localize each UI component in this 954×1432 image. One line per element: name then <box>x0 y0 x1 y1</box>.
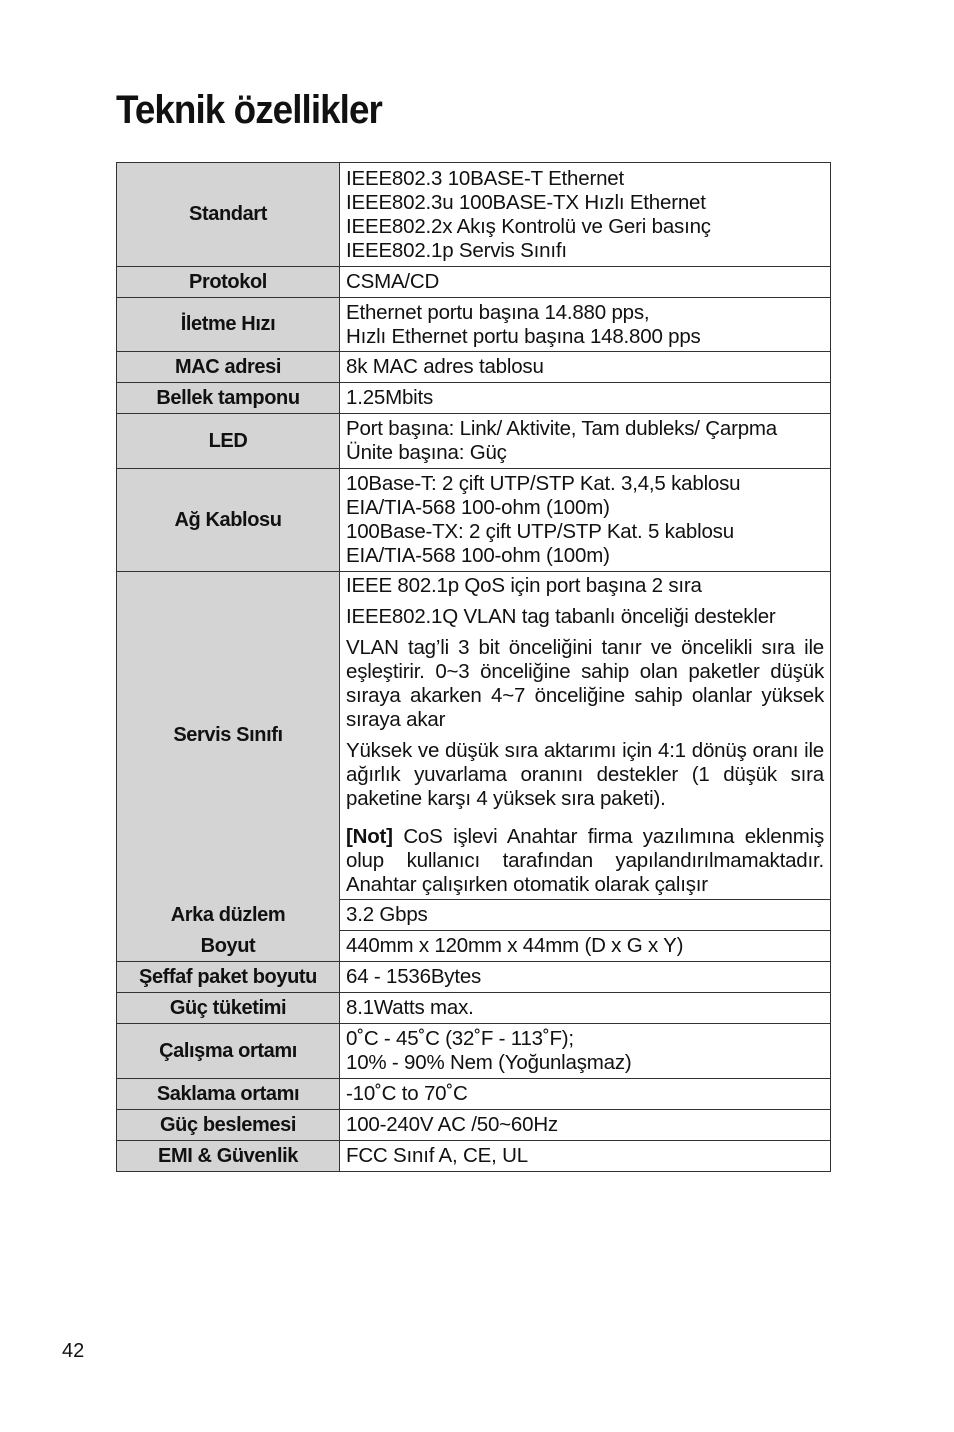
spec-label: Boyut <box>117 931 340 962</box>
spec-value-line: IEEE802.3u 100BASE-TX Hızlı Ethernet <box>346 190 706 214</box>
spec-value-line: Hızlı Ethernet portu başına 148.800 pps <box>346 324 701 348</box>
spec-label: LED <box>117 414 340 469</box>
spec-value-line: 100Base-TX: 2 çift UTP/STP Kat. 5 kablosu <box>346 520 734 543</box>
spec-label: İletme Hızı <box>117 298 340 352</box>
spec-value-line: Ünite başına: Güç <box>346 441 507 464</box>
table-row <box>117 962 831 993</box>
note-text: CoS işlevi Anahtar firma yazılımına eklenmiş olup kullanıcı tarafından yapılandırılmamaktadır. Anahtar çalışırken otomatik olarak çalışır <box>346 825 824 896</box>
spec-value <box>340 163 831 267</box>
spec-value: 1.25Mbits <box>340 383 831 414</box>
spec-label: Bellek tamponu <box>117 383 340 414</box>
spec-value-line: IEEE802.1p Servis Sınıfı <box>346 238 567 262</box>
spec-value-line: 10% - 90% Nem (Yoğunlaşmaz) <box>346 1051 632 1074</box>
spec-label: EMI & Güvenlik <box>117 1141 340 1172</box>
table-row <box>117 352 831 383</box>
spec-value <box>340 469 831 572</box>
table-row <box>117 931 831 962</box>
spec-note <box>346 825 824 897</box>
spec-value: CSMA/CD <box>340 267 831 298</box>
table-row <box>117 298 831 352</box>
table-row <box>117 383 831 414</box>
spec-value <box>340 1024 831 1079</box>
table-row <box>117 414 831 469</box>
table-row <box>117 163 831 267</box>
spec-label: Güç beslemesi <box>117 1110 340 1141</box>
table-row <box>117 1079 831 1110</box>
spec-label: Güç tüketimi <box>117 993 340 1024</box>
table-row <box>117 900 831 931</box>
table-row <box>117 572 831 900</box>
spec-value: -10˚C to 70˚C <box>340 1079 831 1110</box>
spec-label: Standart <box>117 163 340 267</box>
spec-table <box>116 162 831 1172</box>
spec-label: Şeffaf paket boyutu <box>117 962 340 993</box>
table-row <box>117 993 831 1024</box>
spec-value <box>340 572 831 900</box>
spec-value-line: IEEE802.2x Akış Kontrolü ve Geri basınç <box>346 214 711 238</box>
spec-paragraph: IEEE802.1Q VLAN tag tabanlı önceliği destekler <box>346 605 776 628</box>
spec-value <box>340 414 831 469</box>
spec-label: Ağ Kablosu <box>117 469 340 572</box>
spec-value: FCC Sınıf A, CE, UL <box>340 1141 831 1172</box>
spec-value: 8.1Watts max. <box>340 993 831 1024</box>
spec-value <box>340 298 831 352</box>
spec-label: Servis Sınıfı <box>117 572 340 900</box>
spec-paragraph: VLAN tag’li 3 bit önceliğini tanır ve öncelikli sıra ile eşleştirir. 0~3 önceliğine sahip olan paketler düşük sıraya akarken 4~7 önceliğine sahip olanlar yüksek sıraya akar <box>346 636 824 731</box>
note-label: [Not] <box>346 825 393 848</box>
spec-value: 440mm x 120mm x 44mm (D x G x Y) <box>340 931 831 962</box>
spec-value-line: 10Base-T: 2 çift UTP/STP Kat. 3,4,5 kablosu <box>346 472 741 495</box>
spec-value: 3.2 Gbps <box>340 900 831 931</box>
spec-label: MAC adresi <box>117 352 340 383</box>
spec-value-line: Ethernet portu başına 14.880 pps, <box>346 300 650 324</box>
table-row <box>117 1024 831 1079</box>
spec-label: Protokol <box>117 267 340 298</box>
spec-value-line: 0˚C - 45˚C (32˚F - 113˚F); <box>346 1027 574 1050</box>
table-row <box>117 267 831 298</box>
spec-value: 100-240V AC /50~60Hz <box>340 1110 831 1141</box>
table-row <box>117 469 831 572</box>
spec-label: Çalışma ortamı <box>117 1024 340 1079</box>
page-number: 42 <box>62 1340 85 1362</box>
spec-paragraph: IEEE 802.1p QoS için port başına 2 sıra <box>346 574 702 597</box>
spec-value-line: EIA/TIA-568 100-ohm (100m) <box>346 544 610 567</box>
spec-value-line: IEEE802.3 10BASE-T Ethernet <box>346 166 624 190</box>
page-title: Teknik özellikler <box>116 88 382 132</box>
spec-value-line: Port başına: Link/ Aktivite, Tam dubleks/ Çarpma <box>346 417 777 440</box>
spec-label: Arka düzlem <box>117 900 340 931</box>
spec-value: 8k MAC adres tablosu <box>340 352 831 383</box>
spec-paragraph: Yüksek ve düşük sıra aktarımı için 4:1 dönüş oranı ile ağırlık yuvarlama oranını destekler (1 düşük sıra paketine karşı 4 yüksek sıra paketi). <box>346 739 824 810</box>
table-row <box>117 1141 831 1172</box>
table-row <box>117 1110 831 1141</box>
spec-label: Saklama ortamı <box>117 1079 340 1110</box>
spec-value: 64 - 1536Bytes <box>340 962 831 993</box>
spec-value-line: EIA/TIA-568 100-ohm (100m) <box>346 496 610 519</box>
